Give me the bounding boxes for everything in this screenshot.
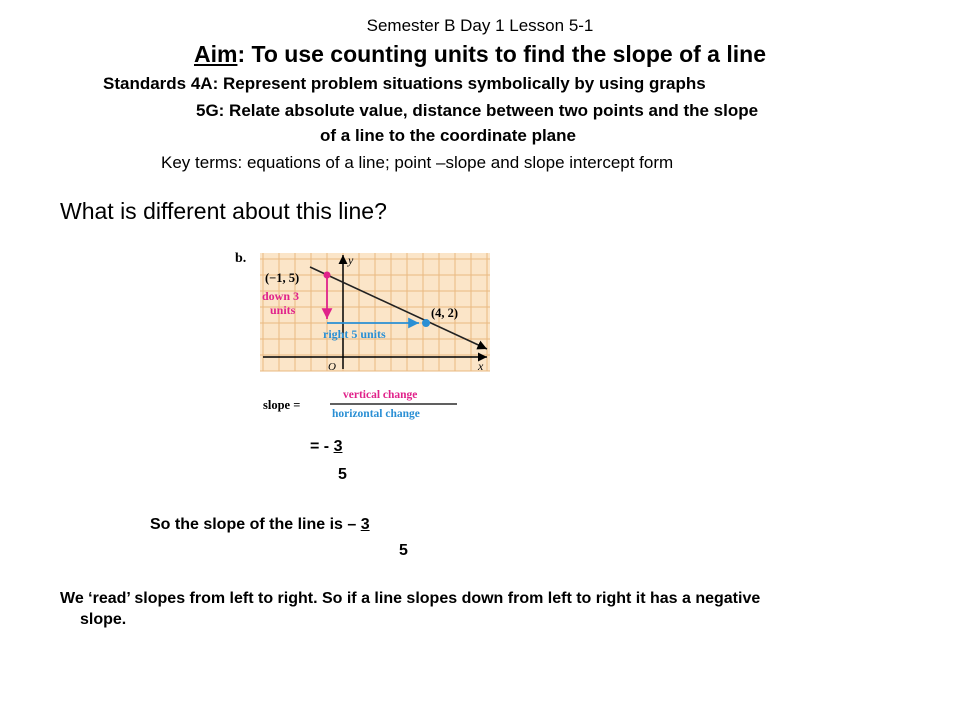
slope-equation-denominator: 5	[338, 466, 347, 483]
x-axis-label: x	[478, 359, 484, 373]
slope-denominator: horizontal change	[332, 408, 420, 420]
standard-4a: Standards 4A: Represent problem situations symbolically by using graphs	[103, 74, 706, 93]
slope-equation	[310, 438, 342, 456]
slope-equation-numerator: 3	[333, 438, 343, 455]
aim-heading	[0, 41, 960, 68]
slope-conclusion-text: So the slope of the line is –	[150, 516, 361, 533]
question-text: What is different about this line?	[60, 198, 387, 224]
down-label-line1: down 3	[262, 289, 300, 303]
origin-label: O	[328, 361, 336, 373]
y-axis-label: y	[348, 253, 354, 267]
key-terms: Key terms: equations of a line; point –slope and slope intercept form	[161, 153, 674, 172]
slope-numerator: vertical change	[343, 389, 418, 401]
point-neg1-5	[324, 272, 331, 279]
point-1-label: (−1, 5)	[265, 271, 300, 285]
slope-conclusion	[150, 516, 370, 534]
standard-5g-continued: of a line to the coordinate plane	[320, 126, 576, 145]
aim-text: : To use counting units to find the slope of a line	[237, 41, 766, 67]
slope-conclusion-denominator: 5	[399, 542, 408, 559]
standard-5g: 5G: Relate absolute value, distance between two points and the slope	[196, 101, 759, 120]
lesson-title: Semester B Day 1 Lesson 5-1	[366, 16, 594, 35]
point-4-2	[422, 319, 430, 327]
right-label: right 5 units	[323, 327, 386, 341]
slope-figure	[235, 245, 495, 430]
aim-label: Aim	[193, 41, 238, 67]
slope-conclusion-numerator: 3	[360, 516, 370, 533]
explanation-line-1: We ‘read’ slopes from left to right. So if a line slopes down from left to right it has a negative	[60, 590, 761, 607]
explanation-line-2: slope.	[80, 611, 127, 628]
slope-graph	[235, 245, 495, 430]
down-label-line2: units	[270, 303, 296, 317]
point-2-label: (4, 2)	[431, 306, 459, 320]
figure-part-label: b.	[235, 251, 247, 266]
slope-word: slope =	[263, 398, 301, 412]
slope-equation-prefix: = -	[310, 438, 334, 455]
